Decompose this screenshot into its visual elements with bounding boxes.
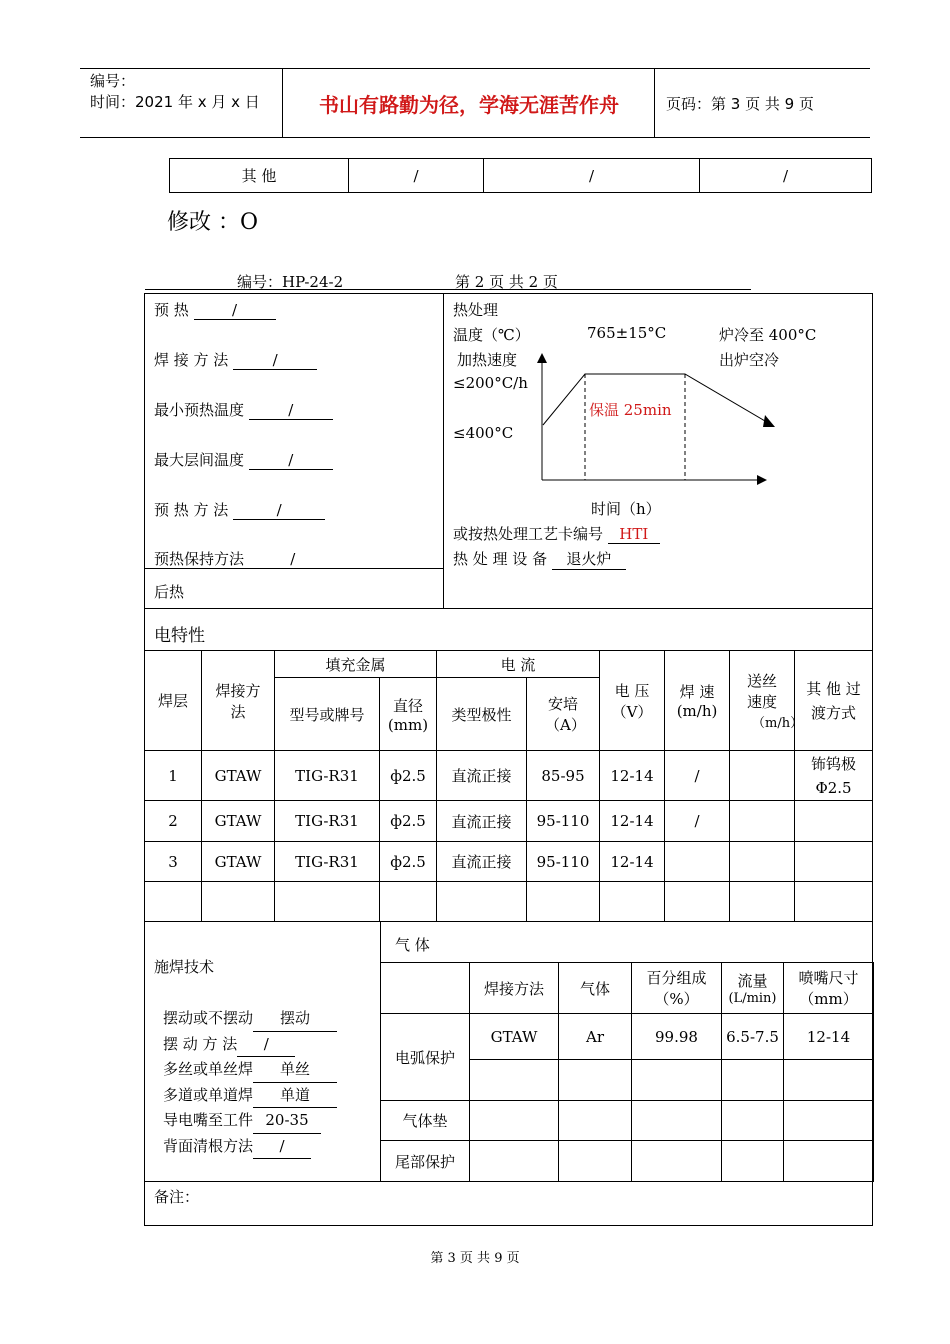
field-label: 预 热 [154, 301, 189, 319]
gas-title: 气 体 [395, 936, 430, 954]
cell-other: 钸钨极 Φ2.5 [795, 751, 873, 801]
doc-number-label: 编号： [90, 72, 136, 90]
ht-card-value: HTI [608, 525, 660, 544]
cell-amp: 95-110 [527, 801, 600, 842]
gas-cell [632, 1060, 722, 1101]
cell-other [795, 801, 873, 842]
ht-rate-2: ≤400°C [453, 424, 514, 442]
field-value: / [249, 401, 333, 420]
cell-diameter: ф2.5 [380, 751, 437, 801]
ht-rate-1: ≤200°C/h [453, 374, 528, 392]
preheat-row [154, 548, 337, 569]
gas-col-flow [722, 963, 784, 1014]
cell-empty [527, 882, 600, 922]
gas-cell [470, 1101, 559, 1141]
col-current: 电 流 [437, 651, 600, 678]
other-label: 其 他 [170, 159, 349, 193]
gas-cell [559, 1141, 632, 1182]
field-value: 单丝 [253, 1057, 337, 1083]
header-left [90, 71, 260, 113]
ht-card-row [453, 523, 660, 544]
col-other: 其 他 过渡方式 [795, 651, 873, 751]
field-label: 背面清根方法 [163, 1136, 254, 1155]
revision-note: 修改 ：O [167, 210, 259, 235]
gas-col-gas: 气体 [559, 963, 632, 1014]
preheat-row [154, 449, 333, 470]
gas-cell: 99.98 [632, 1014, 722, 1060]
ht-title: 热处理 [453, 301, 499, 319]
gas-col-method: 焊接方法 [470, 963, 559, 1014]
cell-empty [600, 882, 665, 922]
gas-cell: GTAW [470, 1014, 559, 1060]
gas-cell [784, 1141, 874, 1182]
cell-model: TIG-R31 [275, 751, 380, 801]
preheat-row [154, 349, 317, 370]
cell-speed: / [665, 751, 730, 801]
cell-voltage: 12-14 [600, 751, 665, 801]
gas-table [380, 962, 874, 1182]
gas-cell [632, 1101, 722, 1141]
gas-cell [784, 1101, 874, 1141]
field-value: / [249, 550, 337, 569]
cell-amp: 95-110 [527, 842, 600, 882]
other-value-1: / [349, 159, 484, 193]
table-row [145, 751, 873, 801]
gas-pad-label: 气体垫 [381, 1101, 470, 1141]
field-value: / [194, 301, 276, 320]
ht-temp-label: 温度（℃） [453, 326, 530, 344]
gas-tail-label: 尾部保护 [381, 1141, 470, 1182]
x-axis-arrow [757, 475, 767, 485]
cell-diameter: ф2.5 [380, 842, 437, 882]
gas-cell: 12-14 [784, 1014, 874, 1060]
cell-model: TIG-R31 [275, 842, 380, 882]
col-amp: 安培（A） [527, 678, 600, 751]
cell-layer: 1 [145, 751, 202, 801]
technique-item [163, 1057, 337, 1083]
cell-model: TIG-R31 [275, 801, 380, 842]
gas-cell [559, 1060, 632, 1101]
table-row [381, 1141, 874, 1182]
gas-cell [722, 1060, 784, 1101]
ht-time-axis: 时间（h） [591, 500, 661, 518]
table-row [381, 1014, 874, 1060]
cell-diameter: ф2.5 [380, 801, 437, 842]
cell-empty [665, 882, 730, 922]
field-label: 焊 接 方 法 [154, 351, 229, 369]
page-header [80, 68, 870, 138]
cell-empty [730, 882, 795, 922]
table-row [145, 882, 873, 922]
field-value: 摆动 [253, 1006, 337, 1032]
gas-arc-label: 电弧保护 [381, 1014, 470, 1101]
gas-cell [632, 1141, 722, 1182]
table-row [145, 842, 873, 882]
sheet-code: 编号：HP-24-2 [237, 273, 344, 291]
gas-col-empty [381, 963, 470, 1014]
field-value: 20-35 [253, 1108, 321, 1134]
cell-layer: 2 [145, 801, 202, 842]
ht-heat-rate-label: 加热速度 [457, 351, 518, 369]
cell-method: GTAW [202, 751, 275, 801]
cell-method: GTAW [202, 801, 275, 842]
field-label: 多道或单道焊 [163, 1085, 254, 1104]
cell-speed: / [665, 801, 730, 842]
col-method: 焊接方法 [202, 651, 275, 751]
other-value-3: / [700, 159, 872, 193]
field-value: 单道 [253, 1083, 337, 1109]
preheat-row [154, 299, 276, 320]
technique-list [163, 1006, 337, 1159]
post-heat-label: 后热 [154, 583, 185, 601]
gas-cell [722, 1141, 784, 1182]
cell-amp: 85-95 [527, 751, 600, 801]
technique-item [163, 1032, 337, 1058]
gas-col-percent: 百分组成（%） [632, 963, 722, 1014]
col-filler: 填充金属 [275, 651, 437, 678]
field-value: / [237, 1032, 295, 1058]
sheet-header [145, 273, 751, 290]
cell-empty [202, 882, 275, 922]
gas-col-flow-unit: (L/min) [728, 991, 777, 1006]
gas-cell [559, 1101, 632, 1141]
technique-item [163, 1006, 337, 1032]
ht-temp-value: 765±15°C [587, 324, 667, 342]
ht-equip-row [453, 548, 626, 570]
cell-polarity: 直流正接 [437, 751, 527, 801]
remark-label: 备注： [154, 1188, 200, 1206]
col-polarity: 类型极性 [437, 678, 527, 751]
field-value: / [253, 1134, 311, 1160]
col-layer: 焊层 [145, 651, 202, 751]
col-speed: 焊 速 (m/h) [665, 651, 730, 751]
field-value: / [249, 451, 333, 470]
col-model: 型号或牌号 [275, 678, 380, 751]
field-label: 预 热 方 法 [154, 501, 229, 519]
field-label: 预热保持方法 [154, 550, 245, 568]
col-feed-unit: （m/h） [752, 716, 804, 731]
electrical-title: 电特性 [154, 626, 205, 646]
col-feed [730, 651, 804, 751]
field-label: 导电嘴至工件 [163, 1111, 254, 1129]
field-label: 最小预热温度 [154, 401, 245, 419]
ht-card-label: 或按热处理工艺卡编号 [453, 525, 604, 543]
table-row [381, 1101, 874, 1141]
header-motto: 书山有路勤为径，学海无涯苦作舟 [319, 92, 619, 117]
ht-hold-time: 保温 25min [589, 401, 672, 419]
cell-speed [665, 842, 730, 882]
cell-empty [275, 882, 380, 922]
cell-empty [380, 882, 437, 922]
col-diameter: 直径 (mm) [380, 678, 437, 751]
technique-title: 施焊技术 [154, 958, 215, 976]
divider [145, 608, 872, 609]
technique-item [163, 1083, 337, 1109]
cell-voltage: 12-14 [600, 842, 665, 882]
ht-equip-label: 热 处 理 设 备 [453, 550, 548, 568]
cell-empty [437, 882, 527, 922]
gas-cell: 6.5-7.5 [722, 1014, 784, 1060]
ht-equip-value: 退火炉 [552, 548, 626, 570]
cell-layer: 3 [145, 842, 202, 882]
cell-empty [795, 882, 873, 922]
ht-furnace-cool: 炉冷至 400°C [719, 326, 817, 344]
ht-out-cool: 出炉空冷 [719, 351, 780, 369]
gas-cell: Ar [559, 1014, 632, 1060]
technique-item [163, 1108, 337, 1134]
cell-polarity: 直流正接 [437, 842, 527, 882]
header-page-info: 页码：第 3 页 共 9 页 [666, 95, 814, 113]
table-row [145, 801, 873, 842]
other-value-2: / [484, 159, 700, 193]
field-label: 摆 动 方 法 [163, 1034, 238, 1053]
field-label: 多丝或单丝焊 [163, 1060, 254, 1078]
cell-feed [730, 842, 795, 882]
technique-item [163, 1134, 337, 1160]
other-table [169, 158, 872, 193]
cell-feed [730, 801, 795, 842]
gas-cell [784, 1060, 874, 1101]
y-axis-arrow [537, 353, 547, 363]
cell-polarity: 直流正接 [437, 801, 527, 842]
field-value: / [233, 501, 325, 520]
electrical-table [144, 650, 873, 922]
cell-empty [145, 882, 202, 922]
cell-method: GTAW [202, 842, 275, 882]
doc-date: 时间：2021 年 x 月 x 日 [90, 93, 260, 111]
divider [145, 1181, 872, 1182]
field-label: 最大层间温度 [154, 451, 245, 469]
gas-cell [470, 1141, 559, 1182]
procedure-form [144, 293, 873, 1226]
page-footer: 第 3 页 共 9 页 [430, 1251, 520, 1266]
gas-col-nozzle: 喷嘴尺寸（mm） [784, 963, 874, 1014]
preheat-row [154, 499, 325, 520]
col-feed-label: 送丝速度 [747, 672, 778, 711]
gas-cell [722, 1101, 784, 1141]
cell-voltage: 12-14 [600, 801, 665, 842]
sheet-page: 第 2 页 共 2 页 [455, 273, 558, 291]
col-voltage: 电 压（V） [600, 651, 665, 751]
gas-cell [470, 1060, 559, 1101]
field-value: / [233, 351, 317, 370]
curve-arrow [763, 415, 775, 427]
cell-feed [730, 751, 795, 801]
gas-col-flow-label: 流量 [737, 972, 768, 990]
field-label: 摆动或不摆动 [163, 1009, 254, 1027]
preheat-row [154, 399, 333, 420]
cell-other [795, 842, 873, 882]
divider [443, 294, 444, 609]
